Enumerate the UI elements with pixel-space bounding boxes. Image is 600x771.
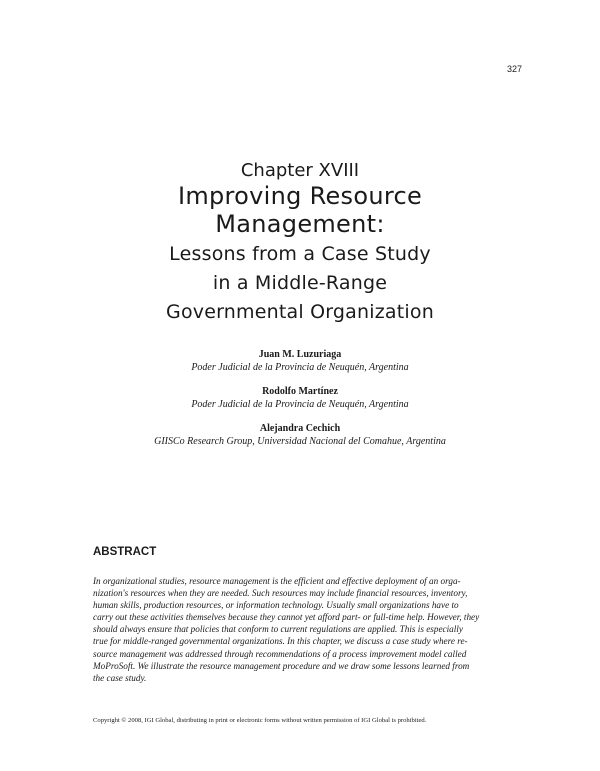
- copyright-notice: Copyright © 2008, IGI Global, distributing in print or electronic forms without written permission of IGI Global is prohibited.: [93, 717, 427, 724]
- author-3: [0, 422, 600, 448]
- abstract-line: MoProSoft. We illustrate the resource management procedure and we draw some lessons learned from: [93, 660, 470, 671]
- abstract-heading: ABSTRACT: [93, 546, 157, 558]
- author-affiliation: GIISCo Research Group, Universidad Nacional del Comahue, Argentina: [154, 436, 446, 447]
- chapter-title-block: [0, 160, 600, 325]
- abstract-line: should always ensure that policies that conform to current regulations are applied. This is especially: [93, 624, 463, 635]
- author-name: Alejandra Cechich: [259, 423, 341, 434]
- author-affiliation: Poder Judicial de la Provincia de Neuquén, Argentina: [191, 362, 409, 373]
- abstract-line: carry out these activities themselves because they cannot yet afford part- or full-time help. However, they: [93, 612, 480, 623]
- abstract-line: source management was addressed through recommendations of a process improvement model called: [93, 648, 467, 659]
- chapter-subtitle-line-3: Governmental Organization: [166, 301, 434, 323]
- abstract-line: human skills, production resources, or information technology. Usually small organizations have to: [93, 600, 459, 611]
- chapter-title-line-2: Management:: [215, 210, 385, 238]
- chapter-subtitle-line-1: Lessons from a Case Study: [169, 243, 431, 265]
- author-list: [0, 348, 600, 459]
- author-1: [0, 348, 600, 374]
- page-number: 327: [506, 64, 522, 74]
- author-name: Rodolfo Martínez: [262, 386, 338, 397]
- abstract-body: [93, 575, 517, 684]
- chapter-subtitle-line-2: in a Middle-Range: [212, 272, 388, 294]
- author-affiliation: Poder Judicial de la Provincia de Neuquén, Argentina: [191, 399, 409, 410]
- abstract-line: In organizational studies, resource management is the efficient and effective deployment of an orga-: [93, 576, 461, 586]
- chapter-label: Chapter XVIII: [240, 160, 360, 181]
- author-name: Juan M. Luzuriaga: [258, 349, 342, 360]
- author-2: [0, 385, 600, 411]
- chapter-title-line-1: Improving Resource: [177, 182, 423, 210]
- abstract-line: true for middle-ranged governmental organizations. In this chapter, we discuss a case study where re-: [93, 636, 468, 647]
- abstract-line: the case study.: [93, 672, 147, 683]
- abstract-line: nization's resources when they are needed. Such resources may include financial resources, inventory,: [93, 588, 468, 599]
